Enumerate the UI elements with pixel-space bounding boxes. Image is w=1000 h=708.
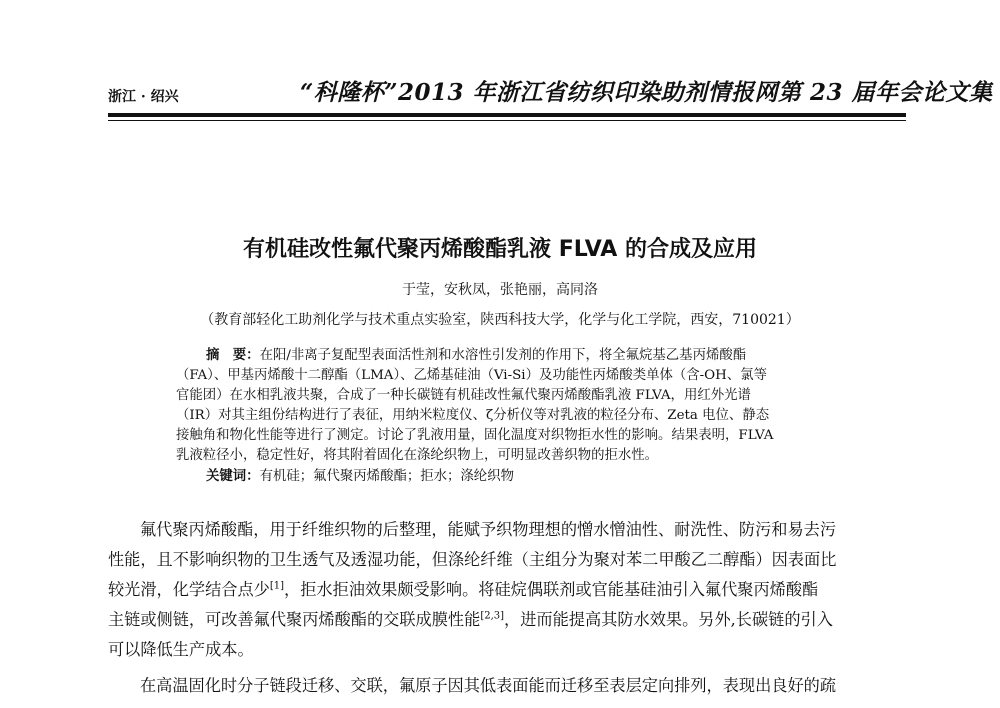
- header-rule-thin: [108, 120, 906, 121]
- paper-title: 有机硅改性氟代聚丙烯酸酯乳液 FLVA 的合成及应用: [243, 237, 757, 262]
- abstract-line-5: 接触角和物化性能等进行了测定。讨论了乳液用量，固化温度对织物拒水性的影响。结果表明，FLVA: [176, 428, 774, 443]
- paper-affiliation: （教育部轻化工助剂化学与技术重点实验室，陕西科技大学，化学与化工学院，西安，710021）: [200, 312, 800, 328]
- body-text-3b: ，拒水拒油效果颇受影响。将硅烷偶联剂或官能基硅油引入氟代聚丙烯酸酯: [284, 580, 819, 599]
- body-line-6: 在高温固化时分子链段迁移、交联，氟原子因其低表面能而迁移至表层定向排列，表现出良好的疏: [140, 676, 837, 695]
- keywords-line: [206, 465, 514, 484]
- abstract-line-1: [206, 344, 848, 363]
- paper-authors: 于莹，安秋凤，张艳丽，高同洛: [402, 282, 598, 298]
- abstract-line-4: （IR）对其主组份结构进行了表征，用纳米粒度仪、ζ分析仪等对乳液的粒径分布、Zeta 电位、静态: [176, 408, 770, 423]
- body-line-3: [108, 576, 906, 600]
- abstract-text-1: 在阳/非离子复配型表面活性剂和水溶性引发剂的作用下，将全氟烷基乙基丙烯酸酯: [259, 348, 747, 363]
- abstract-label: 摘 要：: [206, 348, 260, 363]
- citation-2-3: [2,3]: [480, 610, 505, 622]
- citation-1: [1]: [269, 580, 285, 592]
- body-line-5: 可以降低生产成本。: [108, 640, 254, 659]
- running-header-location: 浙江 · 绍兴: [108, 89, 179, 105]
- keywords-text: 有机硅；氟代聚丙烯酸酯；拒水；涤纶织物: [259, 469, 514, 484]
- header-rule-thick: [108, 113, 906, 117]
- running-header-proceedings: “科隆杯”2013 年浙江省纺织印染助剂情报网第 23 届年会论文集: [300, 79, 993, 106]
- body-text-3a: 较光滑，化学结合点少: [108, 580, 270, 599]
- body-line-2: 性能，且不影响织物的卫生透气及透湿功能，但涤纶纤维（主组分为聚对苯二甲酸乙二醇酯）因表面比: [108, 550, 837, 569]
- keywords-label: 关键词：: [206, 469, 260, 484]
- body-text-4a: 主链或侧链，可改善氟代聚丙烯酸酯的交联成膜性能: [108, 610, 481, 629]
- body-line-4: [108, 606, 906, 630]
- abstract-line-2: （FA）、甲基丙烯酸十二醇酯（LMA）、乙烯基硅油（Vi-Si）及功能性丙烯酸类单体（含-OH、氯等: [176, 368, 767, 383]
- body-text-4b: ，进而能提高其防水效果。另外,长碳链的引入: [504, 610, 833, 629]
- abstract-line-6: 乳液粒径小，稳定性好，将其附着固化在涤纶织物上，可明显改善织物的拒水性。: [176, 448, 659, 463]
- body-line-1: 氟代聚丙烯酸酯，用于纤维织物的后整理，能赋予织物理想的憎水憎油性、耐洗性、防污和易去污: [140, 520, 837, 539]
- abstract-line-3: 官能团）在水相乳液共聚，合成了一种长碳链有机硅改性氟代聚丙烯酸酯乳液 FLVA，用红外光谱: [176, 388, 751, 403]
